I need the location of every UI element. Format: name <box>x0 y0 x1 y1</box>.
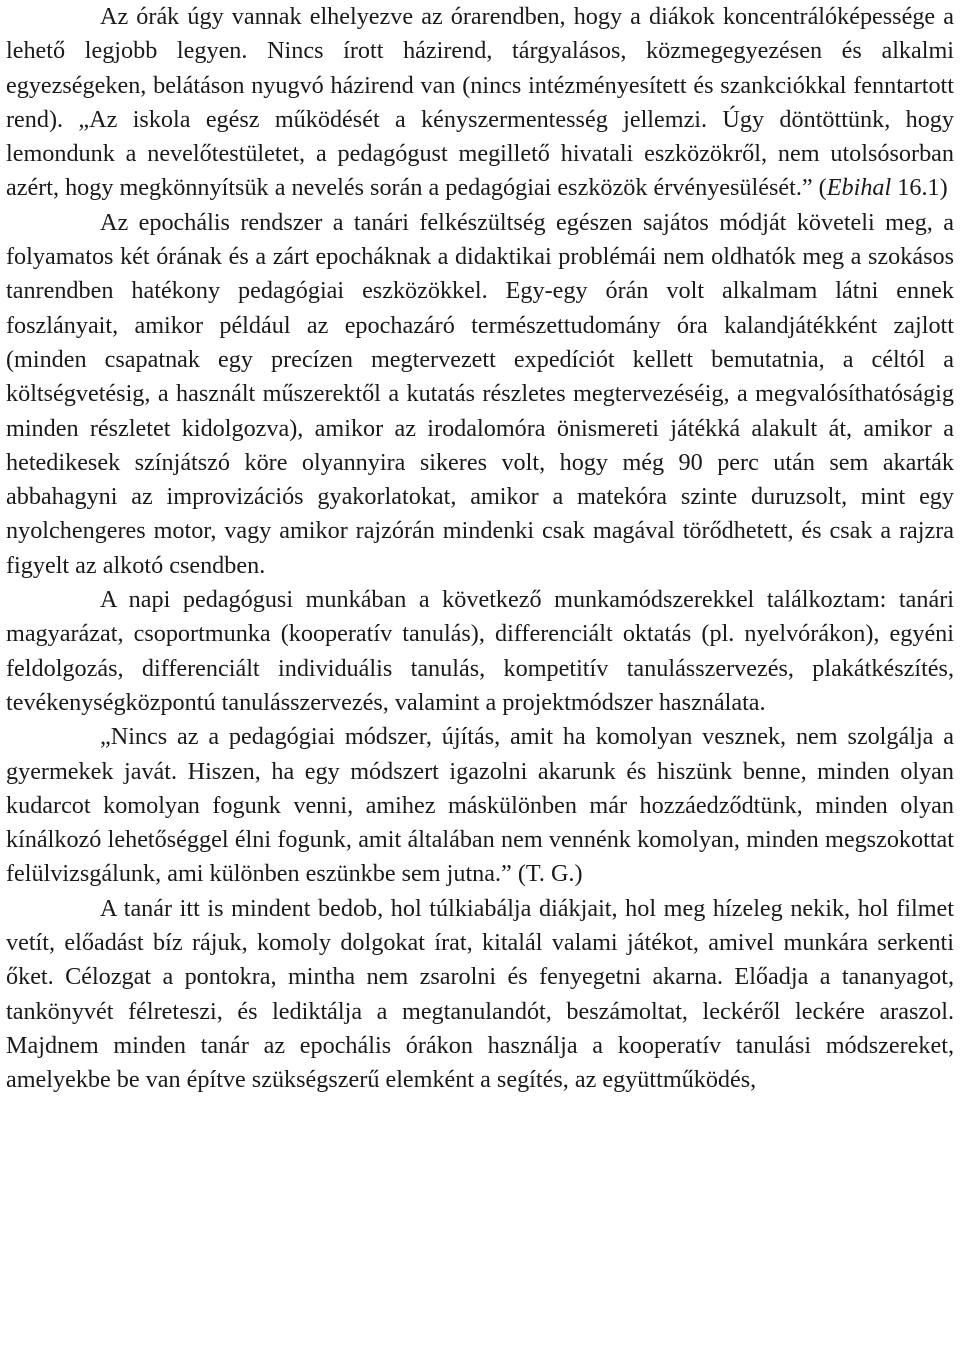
paragraph-teacher-practice: A tanár itt is mindent bedob, hol túlkiabálja diákjait, hol meg hízeleg nekik, hol filmet vetít, előadást bíz rájuk, komoly dolgokat írat, kitalál valami játékot, amivel munkára serkenti őket. Célozgat a pontokra, mintha nem zsarolni és fenyegetni akarna. Előadja a tananyagot, tankönyvét félreteszi, és lediktálja a megtanulandót, beszámoltat, leckéről leckére araszol. Majdnem minden tanár az epochális órákon használja a kooperatív tanulási módszereket, amelyekbe be van építve szükségszerű elemként a segítés, az együttműködés, <box>6 894 954 1094</box>
paragraph-epochal-system: Az epochális rendszer a tanári felkészültség egészen sajátos módját követeli meg, a folyamatos két órának és a zárt epocháknak a didaktikai problémái nem oldhatók meg a szokásos tanrendben hatékony pedagógiai eszközökkel. Egy-egy órán volt alkalmam látni ennek foszlányait, amikor például az epochazáró természettudomány óra kalandjátékként zajlott (minden csapatnak egy precízen megtervezett expedíciót kellett bemutatnia, a céltól a költségvetésig, a használt műszerektől a kutatás részletes megtervezéséig, a megvalósíthatóságig minden részletet kidolgozva), amikor az irodalomóra önismereti játékká alakult át, amikor a hetedikesek színjátszó köre olyannyira sikeres volt, hogy még 90 perc után sem akarták abbahagyni az improvizációs gyakorlatokat, amikor a matekóra szinte duruzsolt, mint egy nyolchengeres motor, vagy amikor rajzórán mindenki csak magával törődhetett, és csak a rajzra figyelt az alkotó csendben. <box>6 208 954 579</box>
source-citation-title: Ebihal <box>826 174 892 202</box>
paragraph-work-methods: A napi pedagógusi munkában a következő munkamódszerekkel találkoztam: tanári magyarázat, csoportmunka (kooperatív tanulás), differenciált oktatás (pl. nyelvórákon), egyéni feldolgozás, differenciált individuális tanulás, kompetitív tanulásszervezés, plakátkészítés, tevékenységközpontú tanulásszervezés, valamint a projektmódszer használata. <box>6 586 954 716</box>
source-citation-page: 16.1) <box>891 174 948 202</box>
document-page <box>6 0 954 1098</box>
paragraph-school-rules-text: Az órák úgy vannak elhelyezve az órarendben, hogy a diákok koncentrálóképessége a lehető legjobb legyen. Nincs írott házirend, tárgyalásos, közmegegyezésen és alkalmi egyezségeken, belátáson nyugvó házirend van (nincs intézményesített és szankciókkal fenntartott rend). „Az iskola egész működését a kényszermentesség jellemzi. Úgy döntöttünk, hogy lemondunk a nevelőtestületet, a pedagógust megillető hivatali eszközökről, nem utolsósorban azért, hogy megkönnyítsük a nevelés során a pedagógiai eszközök érvényesülését.” ( <box>6 3 954 202</box>
paragraph-school-rules <box>6 0 954 206</box>
paragraph-quote-methods: „Nincs az a pedagógiai módszer, újítás, amit ha komolyan vesznek, nem szolgálja a gyermekek javát. Hiszen, ha egy módszert igazolni akarunk és hiszünk benne, minden olyan kudarcot komolyan fogunk venni, amihez máskülönben már hozzáedződtünk, minden olyan kínálkozó lehetőséggel élni fogunk, amit általában nem vennénk komolyan, minden megszokottat felülvizsgálunk, ami különben eszünkbe sem jutna.” (T. G.) <box>6 723 954 888</box>
